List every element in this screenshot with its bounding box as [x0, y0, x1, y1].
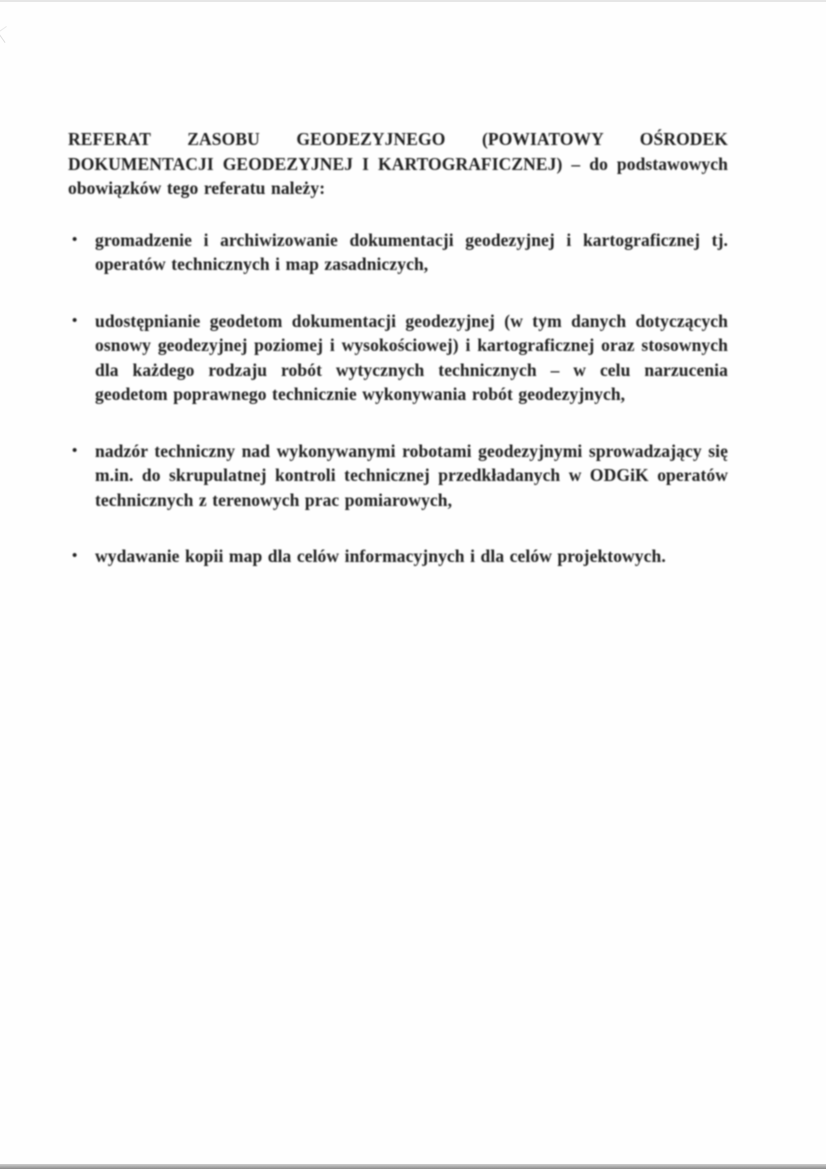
- bullet-icon: •: [72, 231, 78, 248]
- duties-list: [68, 228, 728, 569]
- bullet-icon: •: [72, 548, 78, 564]
- list-item-text: gromadzenie i archiwizowanie dokumentacji geodezyjnej i kartograficznej tj. operatów technicznych i map zasadniczych,: [95, 229, 728, 274]
- list-item: [68, 544, 728, 569]
- bullet-icon: •: [72, 442, 78, 459]
- intro-text: – do podstawowych obowiązków tego referatu należy:: [68, 153, 728, 198]
- list-item-text: nadzór techniczny nad wykonywanymi robotami geodezyjnymi sprowadzający się m.in. do skrupulatnej kontroli technicznej przedkładanych w ODGiK operatów technicznych z terenowych prac pomiarowych,: [95, 440, 728, 510]
- intro-paragraph: [68, 127, 728, 201]
- list-item: [68, 439, 728, 513]
- scan-top-edge: [0, 0, 826, 2]
- list-item-text: wydawanie kopii map dla celów informacyjnych i dla celów projektowych.: [95, 546, 666, 566]
- scan-corner-mark: [0, 26, 14, 43]
- list-item: [68, 309, 728, 407]
- bullet-icon: •: [72, 312, 78, 329]
- scan-bottom-edge: [0, 1164, 826, 1169]
- list-item-text: udostępnianie geodetom dokumentacji geodezyjnej (w tym danych dotyczących osnowy geodezyjnej poziomej i wysokościowej) i kartograficznej oraz stosownych dla każdego rodzaju robót wytycznych technicznych – w celu narzucenia geodetom poprawnego technicznie wykonywania robót geodezyjnych,: [95, 310, 728, 404]
- document-body: [68, 127, 728, 601]
- list-item: [68, 228, 728, 277]
- department-name: REFERAT ZASOBU GEODEZYJNEGO (POWIATOWY OŚRODEK DOKUMENTACJI GEODEZYJNEJ I KARTOGRAFICZNEJ): [68, 129, 728, 174]
